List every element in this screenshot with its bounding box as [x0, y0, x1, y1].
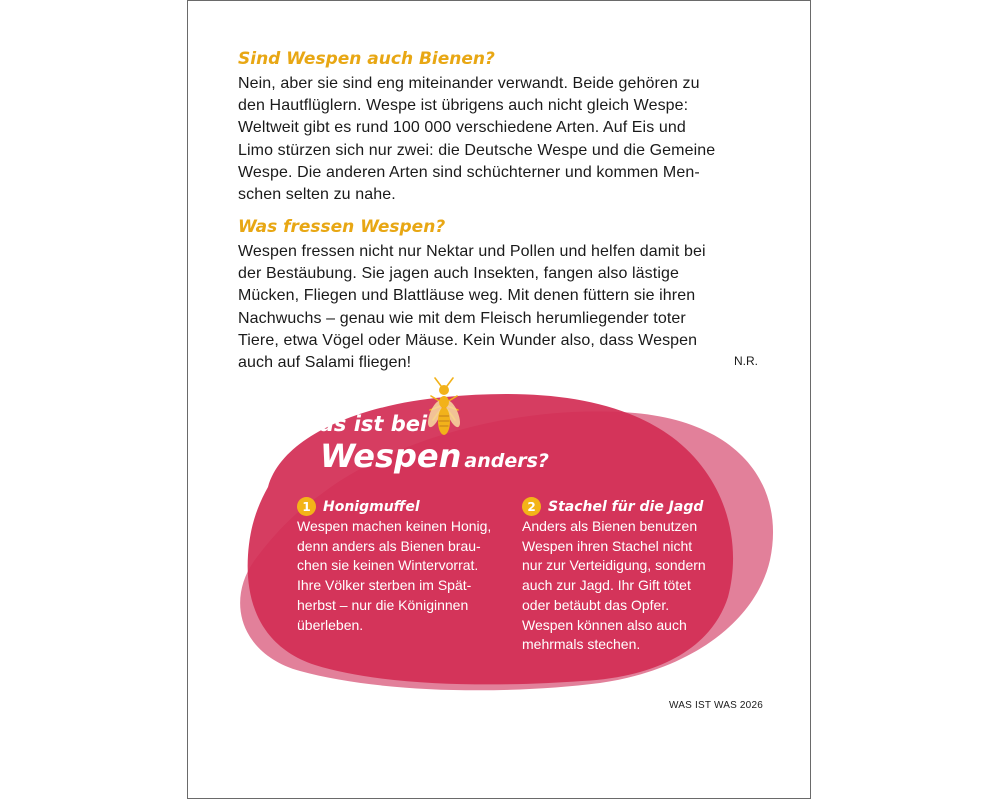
- section-text-wasps-bees: [238, 73, 715, 206]
- text-line: schen selten zu nahe.: [238, 186, 396, 204]
- infobox-title-line2: [320, 437, 549, 475]
- text-line: chen sie keinen Wintervorrat.: [297, 557, 479, 574]
- section-heading-wasp-food: Was fressen Wespen?: [238, 217, 446, 237]
- point2-header: [522, 497, 703, 516]
- text-line: Wespen fressen nicht nur Nektar und Pollen und helfen damit bei: [238, 243, 706, 260]
- text-line: Limo stürzen sich nur zwei: die Deutsche Wespe und die Gemeine: [238, 141, 716, 159]
- text-line: nur zur Verteidigung, sondern: [522, 557, 706, 574]
- footer-credit: WAS IST WAS 2026: [669, 700, 763, 711]
- section-text-wasp-food: [238, 241, 706, 374]
- text-line: Weltweit gibt es rund 100 000 verschiedene Arten. Auf Eis und: [238, 119, 686, 137]
- text-line: Tiere, etwa Vögel oder Mäuse. Kein Wunder also, dass Wespen: [238, 331, 698, 349]
- text-line: auch auf Salami fliegen!: [238, 354, 412, 372]
- section-heading-wasps-bees: Sind Wespen auch Bienen?: [238, 49, 495, 69]
- point2-text: [522, 517, 706, 655]
- text-line: den Hautflüglern. Wespe ist übrigens auch nicht gleich Wespe:: [238, 97, 689, 115]
- infobox-title-big: Wespen: [320, 437, 462, 475]
- infobox-title-small: anders?: [464, 450, 549, 472]
- text-line: oder betäubt das Opfer.: [522, 596, 670, 613]
- text-line: überleben.: [297, 616, 364, 633]
- text-line: Ihre Völker sterben im Spät-: [297, 577, 472, 594]
- text-line: mehrmals stechen.: [522, 636, 641, 653]
- text-line: Anders als Bienen benutzen: [522, 518, 698, 534]
- text-line: Wespen machen keinen Honig,: [297, 518, 492, 534]
- text-line: denn anders als Bienen brau-: [297, 537, 481, 554]
- text-line: herbst – nur die Königinnen: [297, 596, 469, 613]
- text-line: der Bestäubung. Sie jagen auch Insekten, fangen also lästige: [238, 265, 679, 283]
- point1-header: [297, 497, 420, 516]
- point1-text: [297, 517, 491, 635]
- text-line: Nein, aber sie sind eng miteinander verwandt. Beide gehören zu: [238, 75, 700, 92]
- point1-number-badge: 1: [297, 497, 316, 516]
- text-line: Mücken, Fliegen und Blattläuse weg. Mit denen füttern sie ihren: [238, 287, 696, 305]
- text-line: Wespen können also auch: [522, 616, 687, 633]
- point2-title: Stachel für die Jagd: [548, 498, 704, 515]
- text-line: Nachwuchs – genau wie mit dem Fleisch herumliegender toter: [238, 309, 686, 327]
- point2-number-badge: 2: [522, 497, 541, 516]
- text-line: Wespen ihren Stachel nicht: [522, 537, 693, 554]
- point1-title: Honigmuffel: [323, 498, 420, 515]
- infobox-title-line1: Was ist bei: [298, 412, 428, 436]
- text-line: auch zur Jagd. Ihr Gift tötet: [522, 577, 691, 594]
- author-initials: N.R.: [734, 354, 758, 368]
- text-line: Wespe. Die anderen Arten sind schüchterner und kommen Men-: [238, 163, 700, 181]
